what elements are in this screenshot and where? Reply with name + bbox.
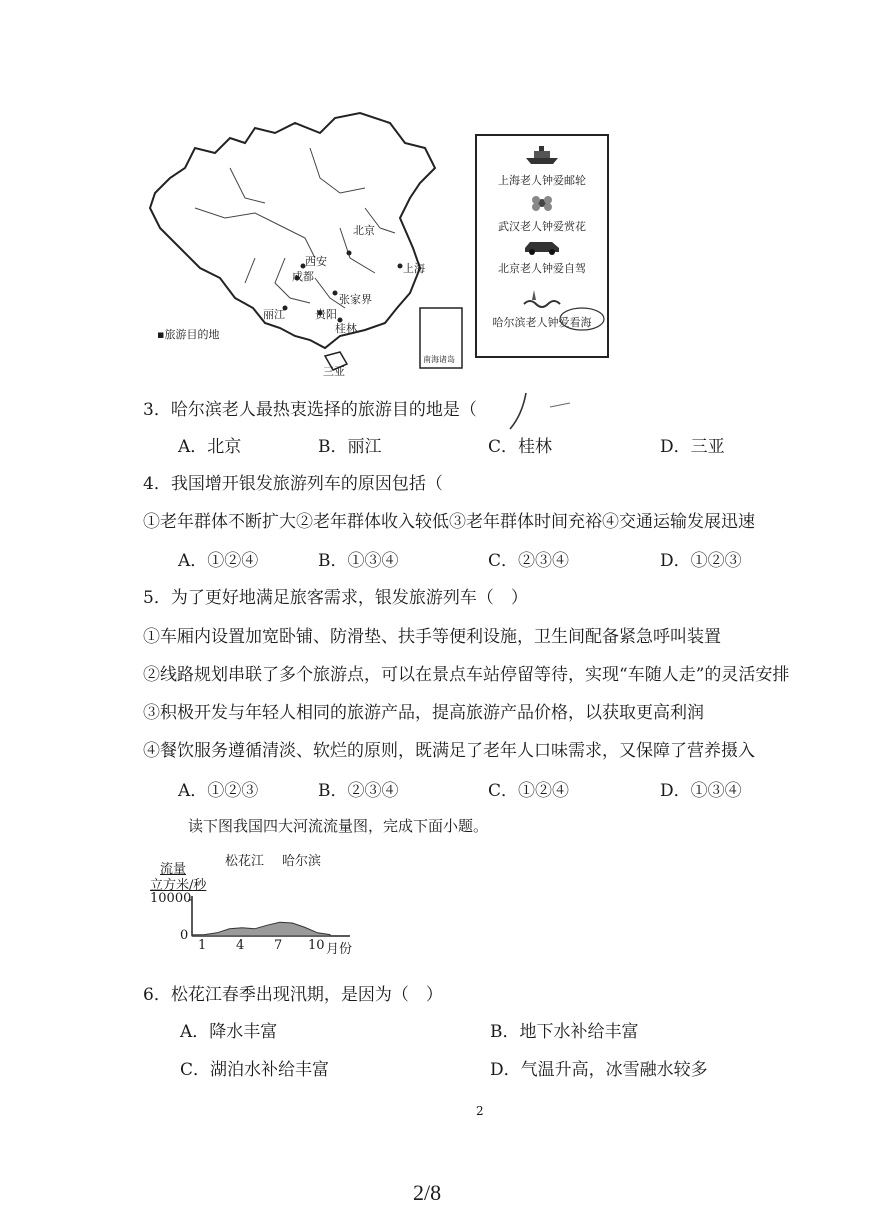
question-6-stem: 6．松花江春季出现汛期，是因为（ ） <box>143 985 443 1005</box>
chart-ytick-0: 0 <box>180 928 189 943</box>
chart-xtick-1: 1 <box>198 938 207 953</box>
q5-option-c[interactable]: C．①②④ <box>488 781 570 801</box>
legend-item-shanghai: 上海老人钟爱邮轮 <box>498 174 586 187</box>
q4-statements: ①老年群体不断扩大②老年群体收入较低③老年群体时间充裕④交通运输发展迅速 <box>143 512 755 532</box>
q6-option-b[interactable]: B．地下水补给丰富 <box>490 1022 639 1042</box>
q4-option-d[interactable]: D．①②③ <box>660 551 742 571</box>
city-label-zhangjiajie: 张家界 <box>339 293 372 306</box>
chart-title-river: 松花江 <box>225 854 265 869</box>
pen-mark <box>500 385 580 445</box>
q3-option-a[interactable]: A．北京 <box>178 437 242 457</box>
q4-option-b[interactable]: B．①③④ <box>318 551 399 571</box>
question-4-stem: 4．我国增开银发旅游列车的原因包括（ <box>143 474 443 494</box>
china-map <box>135 108 470 378</box>
inner-page-number: 2 <box>476 1104 484 1118</box>
flow-chart-plot <box>140 848 390 958</box>
chart-ylabel-unit: 立方米/秒 <box>150 878 207 893</box>
chart-xtick-7: 7 <box>274 938 283 953</box>
map-legend-caption: ▪旅游目的地 <box>157 328 220 341</box>
chart-xunit: 月份 <box>326 942 353 957</box>
q4-option-a[interactable]: A．①②④ <box>178 551 259 571</box>
q5-statement-3: ③积极开发与年轻人相同的旅游产品，提高旅游产品价格，以获取更高利润 <box>143 703 704 723</box>
flow-area <box>192 922 330 936</box>
q5-statement-2: ②线路规划串联了多个旅游点，可以在景点车站停留等待，实现“车随人走”的灵活安排 <box>143 665 790 685</box>
chart-ylabel-top: 流量 <box>160 862 187 877</box>
circle-mark-icon <box>557 304 607 334</box>
city-label-guilin: 桂林 <box>335 322 357 335</box>
flower-icon <box>522 192 562 214</box>
q5-option-a[interactable]: A．①②③ <box>178 781 259 801</box>
legend-item-wuhan: 武汉老人钟爱赏花 <box>498 220 586 233</box>
inset-label: 南海诸岛 <box>423 355 455 364</box>
question-3-stem: 3．哈尔滨老人最热衷选择的旅游目的地是（ <box>143 400 477 420</box>
q5-statement-4: ④餐饮服务遵循清淡、软烂的原则，既满足了老年人口味需求，又保障了营养摄入 <box>143 741 755 761</box>
page-count: 2/8 <box>413 1180 442 1205</box>
q4-option-c[interactable]: C．②③④ <box>488 551 570 571</box>
q5-statement-1: ①车厢内设置加宽卧铺、防滑垫、扶手等便利设施，卫生间配备紧急呼叫装置 <box>143 627 721 647</box>
chart-title-station: 哈尔滨 <box>282 854 322 869</box>
legend-item-beijing: 北京老人钟爱自驾 <box>498 262 586 275</box>
q3-option-d[interactable]: D．三亚 <box>660 437 725 457</box>
chart-xtick-4: 4 <box>236 938 245 953</box>
q3-option-c[interactable]: C．桂林 <box>488 437 553 457</box>
car-icon <box>522 234 562 256</box>
q6-option-d[interactable]: D．气温升高，冰雪融水较多 <box>490 1060 708 1080</box>
city-label-lijiang: 丽江 <box>263 308 285 321</box>
q6-option-a[interactable]: A．降水丰富 <box>180 1022 278 1042</box>
q5-option-b[interactable]: B．②③④ <box>318 781 399 801</box>
city-label-shanghai: 上海 <box>403 262 425 275</box>
flow-chart <box>140 848 390 958</box>
question-5-stem: 5．为了更好地满足旅客需求，银发旅游列车（ ） <box>143 588 528 608</box>
q6-option-c[interactable]: C．湖泊水补给丰富 <box>180 1060 330 1080</box>
city-label-beijing: 北京 <box>353 224 375 237</box>
city-label-guiyang: 贵阳 <box>315 308 337 321</box>
chart-ytick-10000: 10000 <box>150 891 192 906</box>
chart-xtick-10: 10 <box>308 938 325 953</box>
city-label-chengdu: 成都 <box>292 270 314 283</box>
q3-option-b[interactable]: B．丽江 <box>318 437 382 457</box>
cruise-ship-icon <box>522 144 562 166</box>
city-label-xian: 西安 <box>305 255 327 268</box>
legend-item-harbin: 哈尔滨老人钟爱看海 <box>492 316 592 329</box>
reading-intro: 读下图我国四大河流流量图，完成下面小题。 <box>188 817 489 835</box>
preference-legend <box>475 134 609 358</box>
sea-icon <box>522 288 562 310</box>
city-label-sanya: 三亚 <box>323 365 345 378</box>
q5-option-d[interactable]: D．①③④ <box>660 781 742 801</box>
